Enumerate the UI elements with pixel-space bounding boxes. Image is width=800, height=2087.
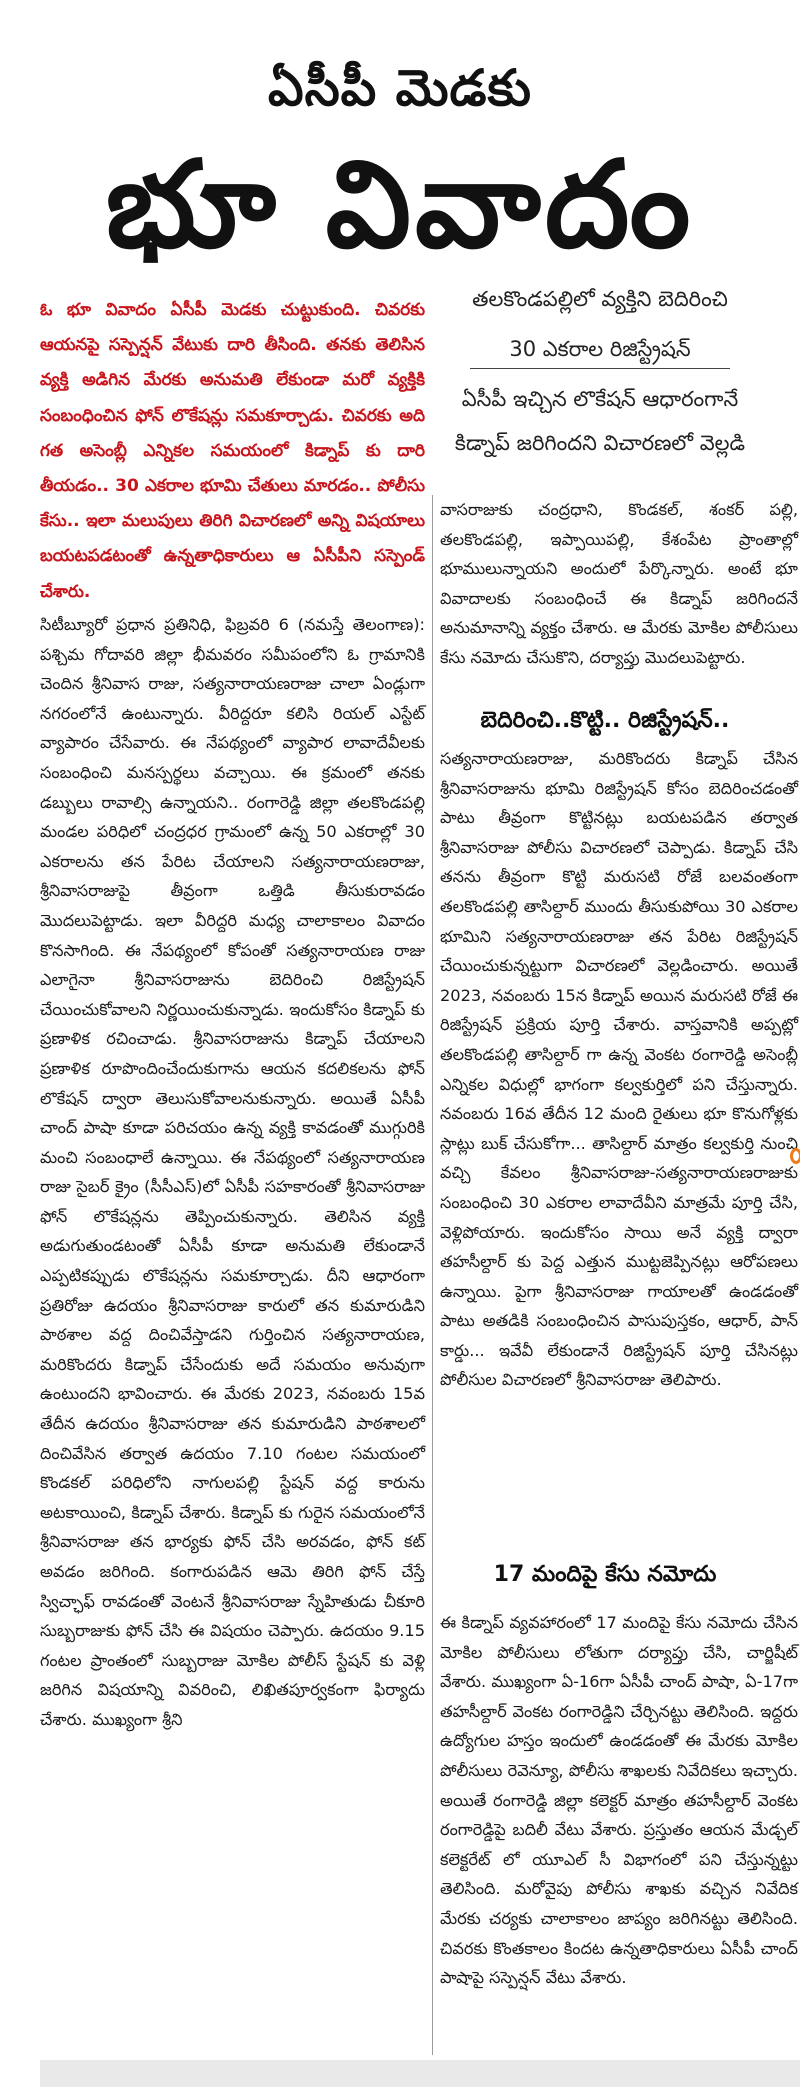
column-divider	[432, 495, 433, 2055]
deck-line-2: 30 ఎకరాల రిజిస్ట్రేషన్	[470, 334, 730, 369]
lead-paragraph: ఓ భూ వివాదం ఏసీపీ మెడకు చుట్టుకుంది. చివరకు ఆయనపై సస్పెన్షన్ వేటుకు దారి తీసింది. తనకు తెలిసిన వ్యక్తి అడిగిన మేరకు అనుమతి లేకుండా మరో వ్యక్తికి సంబంధించిన ఫోన్ లొకేషన్లు సమకూర్చాడు. చివరకు అది గత అసెంబ్లీ ఎన్నికల సమయంలో కిడ్నాప్ కు దారి తీయడం.. 30 ఎకరాల భూమి చేతులు మారడం.. పోలీసు కేసు.. ఇలా మలుపులు తిరిగి విచారణలో అన్ని విషయాలు బయటపడటంతో ఉన్నతాధికారులు ఆ ఏసీపీని సస్పెండ్ చేశారు.	[40, 300, 425, 602]
body-right-column-2: సత్యనారాయణరాజు, మరికొందరు కిడ్నాప్ చేసిన శ్రీనివాసరాజును భూమి రిజిస్ట్రేషన్ కోసం బెదిరించడంతో పాటు తీవ్రంగా కొట్టినట్లు బయటపడిన తర్వాత శ్రీనివాసరాజు పోలీసు విచారణలో చెప్పాడు. కిడ్నాప్ చేసి తనను తీవ్రంగా కొట్టి మరుసటి రోజే బలవంతంగా తలకొండపల్లి తాసిల్దార్ ముందు తీసుకుపోయి 30 ఎకరాల భూమిని సత్యనారాయణరాజు తన పేరిట రిజిస్ట్రేషన్ చేయించుకున్నట్టుగా విచారణలో వెల్లడించారు. అయితే 2023, నవంబరు 15న కిడ్నాప్ అయిన మరుసటి రోజే ఈ రిజిస్ట్రేషన్ ప్రక్రియ పూర్తి చేశారు. వాస్తవానికి అప్పట్లో తలకొండపల్లి తాసిల్దార్ గా ఉన్న వెంకట రంగారెడ్డి అసెంబ్లీ ఎన్నికల విధుల్లో భాగంగా కల్వకుర్తిలో పని చేస్తున్నారు. నవంబరు 16వ తేదీన 12 మంది రైతులు భూ కొనుగోళ్లకు స్లాట్లు బుక్ చేసుకోగా... తాసిల్దార్ మాత్రం కల్వకుర్తి నుంచి వచ్చి కేవలం శ్రీనివాసరాజు-సత్యనారాయణరాజుకు సంబంధించి 30 ఎకరాల లావాదేవీని మాత్రమే పూర్తి చేసి, వెళ్లిపోయారు. ఇందుకోసం సాయి అనే వ్యక్తి ద్వారా తహసీల్దార్ కు పెద్ద ఎత్తున ముట్టజెప్పినట్లు ఆరోపణలు ఉన్నాయి. పైగా శ్రీనివాసరాజు గాయాలతో ఉండడంతో పాటు అతడికి సంబంధించిన పాసుపుస్తకం, ఆధార్, పాన్ కార్డు... ఇవేవీ లేకుండానే రిజిస్ట్రేషన్ పూర్తి చేసినట్లు పోలీసుల విచారణలో శ్రీనివాసరాజు తెలిపారు.	[440, 749, 798, 1390]
kicker-headline: ఏసీపీ మెడకు	[268, 59, 532, 117]
body-right-column-3: ఈ కిడ్నాప్ వ్యవహారంలో 17 మందిపై కేసు నమోదు చేసిన మోకిల పోలీసులు లోతుగా దర్యాప్తు చేసి, చార్జిషీట్ వేశారు. ముఖ్యంగా ఏ-16గా ఏసీపీ చాంద్ పాషా, ఏ-17గా తహసీల్దార్ వెంకట రంగారెడ్డిని చేర్చినట్టు తెలిసింది. ఇద్దరు ఉద్యోగుల హస్తం ఇందులో ఉండడంతో ఈ మేరకు మోకిల పోలీసులు రెవెన్యూ, పోలీసు శాఖలకు నివేదికలు ఇచ్చారు. అయితే రంగారెడ్డి జిల్లా కలెక్టర్ మాత్రం తహసీల్దార్ వెంకట రంగారెడ్డిపై బదిలీ వేటు వేశారు. ప్రస్తుతం ఆయన మేడ్చల్ కలెక్టరేట్ లో యూఎల్ సీ విభాగంలో పని చేస్తున్నట్టు తెలిసింది. మరోవైపు పోలీసు శాఖకు వచ్చిన నివేదిక మేరకు చర్యకు చాలాకాలం జాప్యం జరిగినట్టు తెలిసింది. చివరకు కొంతకాలం కిందట ఉన్నతాధికారులు ఏసీపీ చాంద్ పాషాపై సస్పెన్షన్ వేటు వేశారు.	[440, 1613, 798, 1988]
subhead-threats-registration: బెదిరించి..కొట్టి.. రిజిస్ట్రేషన్..	[480, 708, 730, 733]
page-edge-marker-icon	[790, 1148, 800, 1164]
main-headline: భూ వివాదం	[105, 136, 695, 275]
body-left-column: సిటీబ్యూరో ప్రధాన ప్రతినిధి, ఫిబ్రవరి 6 (నమస్తే తెలంగాణ): పశ్చిమ గోదావరి జిల్లా భీమవరం సమీపంలోని ఓ గ్రామానికి చెందిన శ్రీనివాస రాజు, సత్యనారాయణరాజు చాలా ఏండ్లుగా నగరంలోనే ఉంటున్నారు. వీరిద్దరూ కలిసి రియల్ ఎస్టేట్ వ్యాపారం చేసేవారు. ఈ నేపథ్యంలో వ్యాపార లావాదేవీలకు సంబంధించి మనస్పర్థలు వచ్చాయి. ఈ క్రమంలో తనకు డబ్బులు రావాల్సి ఉన్నాయని.. రంగారెడ్డి జిల్లా తలకొండపల్లి మండల పరిధిలో చంద్రధర గ్రామంలో ఉన్న 50 ఎకరాల్లో 30 ఎకరాలను తన పేరిట చేయాలని సత్యనారాయణరాజు, శ్రీనివాసరాజుపై తీవ్రంగా ఒత్తిడి తీసుకురావడం మొదలుపెట్టాడు. ఇలా వీరిద్దరి మధ్య చాలాకాలం వివాదం కొనసాగింది. ఈ నేపథ్యంలో కోపంతో సత్యనారాయణ రాజు ఎలాగైనా శ్రీనివాసరాజును బెదిరించి రిజిస్ట్రేషన్ చేయించుకోవాలని నిర్ణయించుకున్నాడు. ఇందుకోసం కిడ్నాప్ కు ప్రణాళిక రచించాడు. శ్రీనివాసరాజును కిడ్నాప్ చేయాలని ప్రణాళిక రూపొందించేందుకుగాను ఆయన కదలికలను ఫోన్ లొకేషన్ ద్వారా తెలుసుకోవాలనుకున్నారు. అయితే ఏసీపీ చాంద్ పాషా కూడా పరిచయం ఉన్న వ్యక్తి కావడంతో ముగ్గురికి మంచి సంబంధాలే ఉన్నాయి. ఈ నేపథ్యంలో సత్యనారాయణ రాజు సైబర్ క్రైం (సీసీఎస్)లో ఏసీపీ సహకారంతో శ్రీనివాసరాజు ఫోన్ లొకేషన్లను తెప్పించుకున్నారు. తెలిసిన వ్యక్తి అడుగుతుండటంతో ఏసీపీ కూడా అనుమతి లేకుండానే ఎప్పటికప్పుడు లొకేషన్లను సమకూర్చాడు. దీని ఆధారంగా ప్రతిరోజు ఉదయం శ్రీనివాసరాజు కారులో తన కుమారుడిని పాఠశాల వద్ద దించివేస్తాడని గుర్తించిన సత్యనారాయణ, మరికొందరు కిడ్నాప్ చేసేందుకు అదే సమయం అనువుగా ఉంటుందని భావించారు. ఈ మేరకు 2023, నవంబరు 15వ తేదీన ఉదయం శ్రీనివాసరాజు తన కుమారుడిని పాఠశాలలో దించివేసిన తర్వాత ఉదయం 7.10 గంటల సమయంలో కొండకల్ పరిధిలోని నాగులపల్లి స్టేషన్ వద్ద కారును అటకాయించి, కిడ్నాప్ చేశారు. కిడ్నాప్ కు గురైన సమయంలోనే శ్రీనివాసరాజు తన భార్యకు ఫోన్ చేసి అరవడం, ఫోన్ కట్ అవడం జరిగింది. కంగారుపడిన ఆమె తిరిగి ఫోన్ చేస్తే స్విచ్ఛాఫ్ రావడంతో వెంటనే శ్రీనివాసరాజు స్నేహితుడు చీకూరి సుబ్బరాజుకు ఫోన్ చేసి ఈ విషయం చెప్పారు. ఉదయం 9.15 గంటల ప్రాంతంలో సుబ్బరాజు మోకిల పోలీస్ స్టేషన్ కు వెళ్లి జరిగిన విషయాన్ని వివరించి, లిఖితపూర్వకంగా ఫిర్యాదు చేశారు. ముఖ్యంగా శ్రీని	[40, 615, 425, 1729]
footer-strip	[40, 2060, 800, 2087]
subhead-case-registered: 17 మందిపై కేసు నమోదు	[493, 1562, 717, 1587]
body-right-column-1: వాసరాజుకు చంద్రధాని, కొండకల్, శంకర్ పల్లి, తలకొండపల్లి, ఇప్పాయిపల్లి, కేశంపేట ప్రాంతాల్లో భూములున్నాయని అందులో పేర్కొన్నారు. అంటే భూ వివాదాలకు సంబంధించే ఈ కిడ్నాప్ జరిగిందనే అనుమానాన్ని వ్యక్తం చేశారు. ఆ మేరకు మోకిల పోలీసులు కేసు నమోదు చేసుకొని, దర్యాప్తు మొదలుపెట్టారు.	[440, 500, 798, 667]
deck-line-3: ఏసీపీ ఇచ్చిన లొకేషన్ ఆధారంగానే	[461, 387, 739, 411]
deck-line-1: తలకొండపల్లిలో వ్యక్తిని బెదిరించి	[472, 287, 728, 311]
deck-line-4: కిడ్నాప్ జరిగిందని విచారణలో వెల్లడి	[454, 431, 746, 455]
